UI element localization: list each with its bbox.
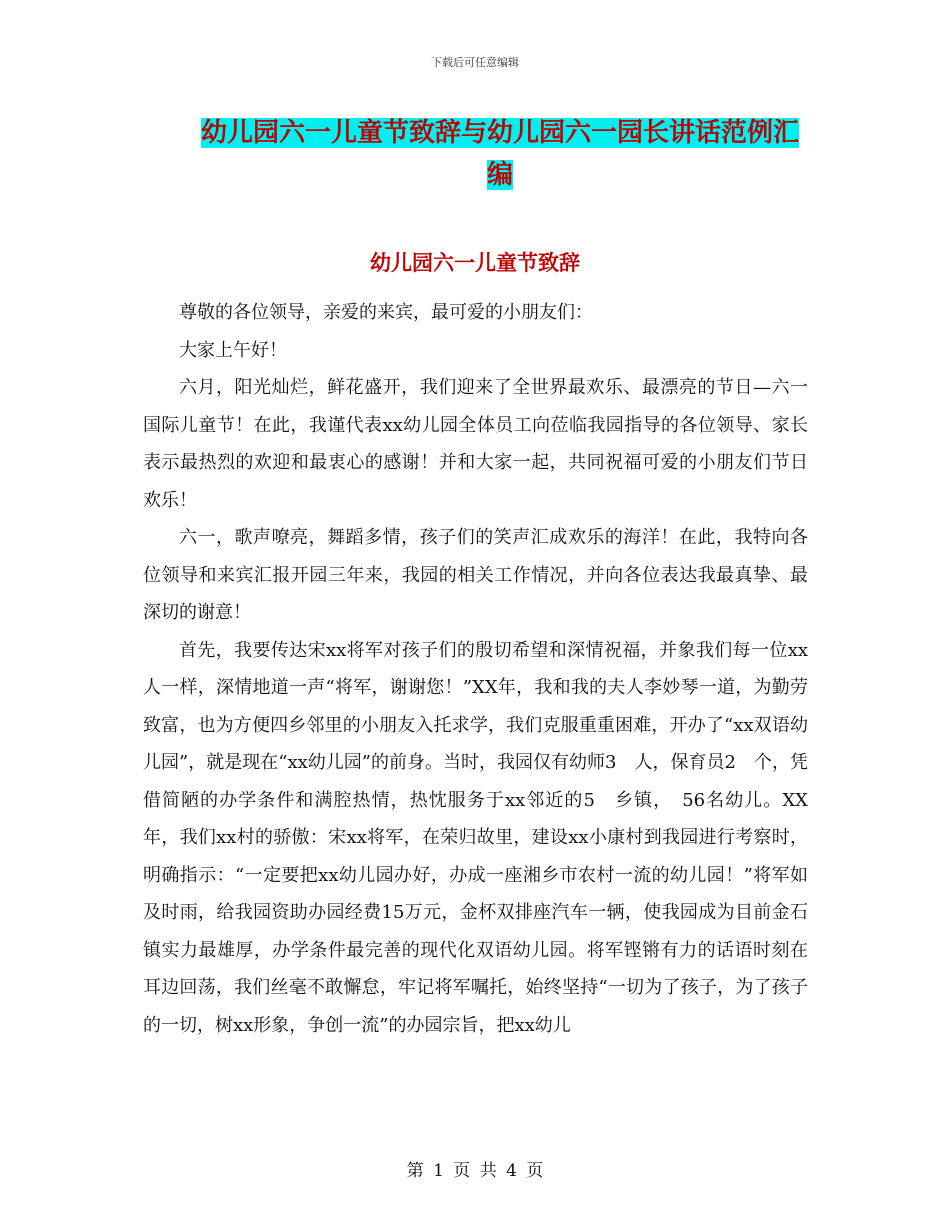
paragraph: 尊敬的各位领导，亲爱的来宾，最可爱的小朋友们： (179, 302, 593, 323)
paragraph: 大家上午好！ (179, 339, 287, 361)
document-title-text: 幼儿园六一儿童节致辞与幼儿园六一园长讲话范例汇编 (200, 118, 799, 190)
paragraph: 六一，歌声嘹亮，舞蹈多情，孩子们的笑声汇成欢乐的海洋！在此，我特向各位领导和来宾汇报开园三年来，我园的相关工作情况，并向各位表达我最真挚、最深切的谢意！ (143, 527, 808, 623)
paragraph: 六月，阳光灿烂，鲜花盛开，我们迎来了全世界最欢乐、最漂亮的节日—六一国际儿童节！在此，我谨代表xx幼儿园全体员工向莅临我园指导的各位领导、家长表示最热烈的欢迎和最衷心的感谢！并和大家一起，共同祝福可爱的小朋友们节日欢乐！ (143, 377, 808, 511)
document-title (190, 112, 810, 196)
header-note: 下载后可任意编辑 (431, 56, 519, 69)
body-text (143, 294, 808, 1044)
paragraph: 首先，我要传达宋xx将军对孩子们的殷切希望和深情祝福，并象我们每一位xx人一样，深情地道一声“将军，谢谢您！”XX年，我和我的夫人李妙琴一道，为勤劳致富，也为方便四乡邻里的小朋友入托求学，我们克服重重困难，开办了“xx双语幼儿园”，就是现在“xx幼儿园”的前身。当时，我园仅有幼师3 人，保育员2 个，凭借简陋的办学条件和满腔热情，热忱服务于xx邻近的5 乡镇， 56名幼儿。XX年，我们xx村的骄傲：宋xx将军，在荣归故里，建设xx小康村到我园进行考察时，明确指示：“一定要把xx幼儿园办好，办成一座湘乡市农村一流的幼儿园！”将军如及时雨，给我园资助办园经费15万元，金杯双排座汽车一辆，使我园成为目前金石镇实力最雄厚，办学条件最完善的现代化双语幼儿园。将军铿锵有力的话语时刻在耳边回荡，我们丝毫不敢懈怠，牢记将军嘱托，始终坚持“一切为了孩子，为了孩子的一切，树xx形象，争创一流”的办园宗旨，把xx幼儿 (143, 639, 808, 1036)
page-footer: 第 1 页 共 4 页 (406, 1161, 544, 1181)
section-title: 幼儿园六一儿童节致辞 (370, 250, 580, 275)
